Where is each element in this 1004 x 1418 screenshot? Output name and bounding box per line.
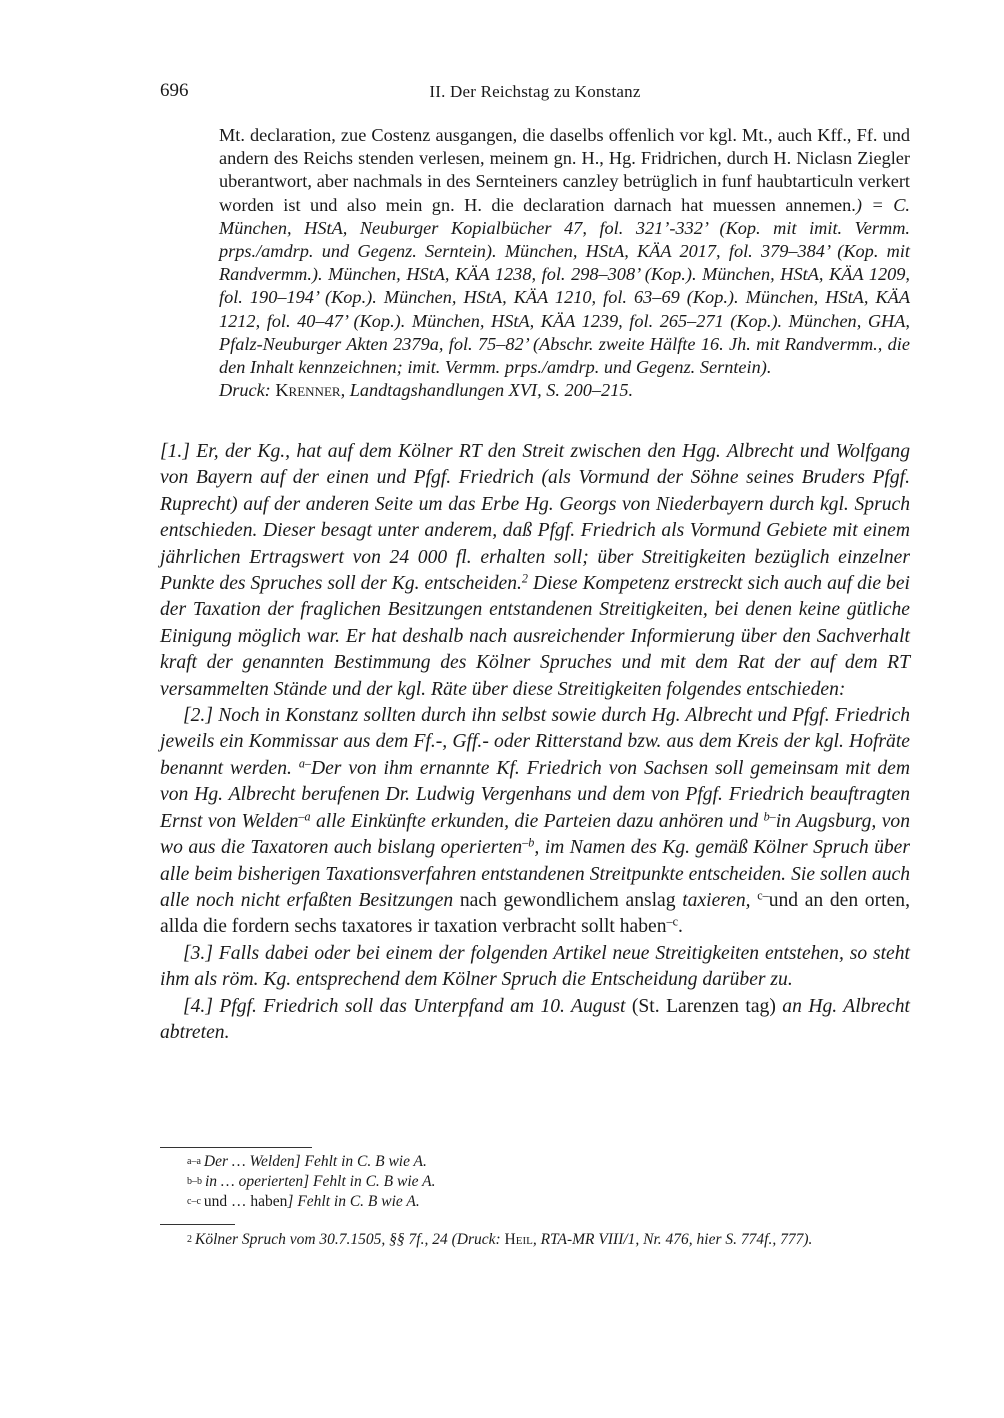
paragraph-2-quote-a: nach gewondlichem anslag (453, 889, 683, 911)
variant-mark-b-open: b– (763, 809, 776, 824)
footnote-mark: b–b (187, 1176, 202, 1187)
paragraph-2-text-i: . (678, 916, 683, 938)
footnote-text-a: Kölner Spruch vom 30.7.1505, §§ 7f., 24 (Druck: (195, 1231, 505, 1248)
footnote-text-b: , RTA-MR VIII/1, Nr. 476, hier S. 774f., 777). (532, 1231, 813, 1248)
paragraph-1 (160, 439, 910, 703)
paragraph-2-text-e: , im Namen des Kg. gemäß Kölner Spruch über alle beim bisherigen Taxationsverfahren entstandenen Streitpunkte entscheiden. Sie sollen auch alle noch nicht erfaßten Besitzungen (160, 837, 910, 911)
footnote-lemma: in … operierten] Fehlt in C. B wie A. (205, 1173, 436, 1190)
paragraph-3: [3.] Falls dabei oder bei einem der folgenden Artikel neue Streitigkeiten entstehen, so steht ihm als röm. Kg. entsprechend dem Kölner Spruch die Entscheidung darüber zu. (160, 942, 910, 991)
running-title: II. Der Reichstag zu Konstanz (429, 82, 641, 101)
variant-mark-a-close: –a (298, 809, 311, 824)
footnote-lemma: ] Fehlt in C. B wie A. (287, 1193, 420, 1210)
druck-author: Krenner (275, 380, 341, 401)
apparatus-sources: ) = C. München, HStA, Neuburger Kopialbücher 47, fol. 321’-332’ (Kop. mit imit. Vermm. prps./amdrp. und Gegenz. Serntein). München, HStA, KÄA 2017, fol. 379–384’ (Kop. mit Randvermm.). München, HStA, KÄA 1238, fol. 298–308’ (Kop.). München, HStA, KÄA 1209, fol. 190–194’ (Kop.). München, HStA, KÄA 1210, fol. 63–69 (Kop.). München, HStA, KÄA 1212, fol. 40–47’ (Kop.). München, HStA, KÄA 1239, fol. 265–271 (Kop.). München, GHA, Pfalz-Neuburger Akten 2379a, fol. 75–82’ (Abschr. zweite Hälfte 16. Jh. mit Randvermm., die den Inhalt kennzeichnen; imit. Vermm. prps./amdrp. und Gegenz. Serntein). (219, 194, 910, 378)
footnote-author: Heil (504, 1231, 533, 1248)
paragraph-4-text-c: an Hg. Albrecht abtreten. (160, 995, 910, 1043)
paragraph-1-text-a: [1.] Er, der Kg., hat auf dem Kölner RT den Streit zwischen den Hgg. Albrecht und Wolfgang von Bayern auf der einen und Pfgf. Friedrich (als Vormund der Söhne seines Bruders Pfgf. Ruprecht) auf der anderen Seite um das Erbe Hg. Georgs von Niederbayern durch kgl. Spruch entschieden. Dieser besagt unter anderem, daß Pfgf. Friedrich als Vormund Gebiete mit einem jährlichen Ertragswert von 24 000 fl. erhalten soll; über Streitigkeiten bezüglich einzelner Punkte des Spruches soll der Kg. entscheiden. (160, 441, 910, 595)
footnote-ref-2: 2 (521, 571, 528, 586)
paragraph-1-text-b: Diese Kompetenz erstreckt sich auch auf die bei der Taxation der fraglichen Besitzungen entstandenen Streitigkeiten, bei denen keine gütliche Einigung möglich war. Er hat deshalb nach ausreichender Informierung über den Sachverhalt kraft der genannten Bestimmung des Kölner Spruches und mit dem Rat der auf dem RT versammelten Stände und der kgl. Räte über diese Streitigkeiten folgendes entschieden: (160, 573, 910, 700)
paragraph-4-quote: (St. Larenzen tag) (625, 995, 783, 1017)
paragraph-2-text-a: [2.] Noch in Konstanz sollten durch ihn selbst sowie durch Hg. Albrecht und Pfgf. Friedrich jeweils ein Kommissar aus dem Ff.-, Gff.- oder Ritterstand bzw. aus dem Kreis der kgl. Hofräte benannt werden. (160, 705, 910, 779)
main-text (160, 439, 910, 1046)
paragraph-2-text-c: alle Einkünfte erkunden, die Parteien dazu anhören und (310, 810, 764, 832)
variant-mark-c-close: –c (666, 914, 678, 929)
variant-mark-a-open: a– (298, 756, 311, 771)
paragraph-4 (160, 994, 910, 1047)
source-apparatus (219, 124, 910, 402)
paragraph-2 (160, 703, 910, 941)
text-footnote (187, 1172, 910, 1193)
druck-label: Druck: (219, 380, 271, 401)
paragraph-4-text-a: [4.] Pfgf. Friedrich soll das Unterpfand am 10. August (183, 995, 626, 1017)
variant-mark-c-open: c– (757, 888, 769, 903)
druck-reference: , Landtagshandlungen XVI, S. 200–215. (340, 380, 634, 401)
numbered-footnote (187, 1230, 910, 1251)
footnote-mark: a–a (187, 1156, 201, 1167)
paragraph-2-text-g: taxieren, (682, 889, 758, 911)
footnote-number: 2 (187, 1234, 192, 1245)
apparatus-quoted-title: Mt. declaration, zue Costenz ausgangen, die daselbs offenlich vor kgl. Mt., auch Kff., Ff. und andern des Reichs stenden verlesen, meinem gn. H., Hg. Fridrichen, durch H. Niclasn Ziegler uberantwort, aber nachmals in des Sernteiners canzley betrüglich in funf haubtarticuln verkert worden ist und also mein gn. H. die declaration darnach hat muessen annemen. (219, 125, 910, 215)
footnote-separator (160, 1147, 312, 1148)
page-number: 696 (160, 80, 189, 101)
footnote-separator-numbered (160, 1224, 235, 1225)
text-footnote (187, 1152, 910, 1173)
footnote-mark: c–c (187, 1196, 201, 1207)
footnote-lemma: Der … Welden] Fehlt in C. B wie A. (203, 1153, 427, 1170)
paragraph-2-quote-b: und an den orten, allda die fordern sechs taxatores ir taxation verbracht sollt haben (160, 889, 910, 938)
footnote-quoted-lemma: und … haben (203, 1193, 288, 1210)
variant-mark-b-close: –b (522, 835, 535, 850)
paragraph-2-text-d: in Augsburg, von wo aus die Taxatoren auch bislang operierten (160, 810, 910, 859)
text-footnote (187, 1192, 910, 1213)
paragraph-2-text-b: Der von ihm ernannte Kf. Friedrich von Sachsen soll gemeinsam mit dem von Hg. Albrecht berufenen Dr. Ludwig Vergenhans und dem von Pfgf. Friedrich beauftragten Ernst von Welden (160, 757, 910, 832)
